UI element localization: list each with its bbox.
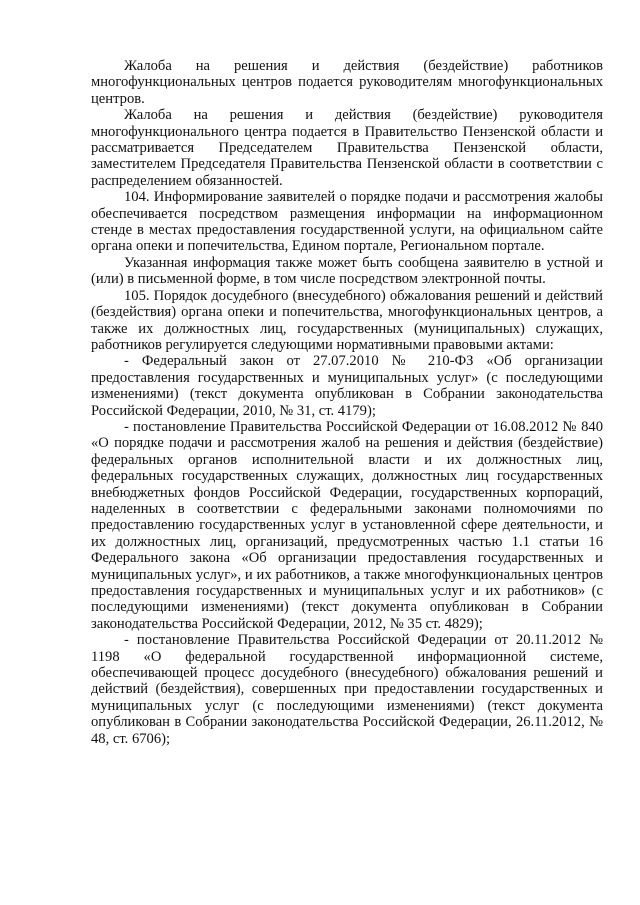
document-page bbox=[91, 58, 603, 747]
list-item-resolution-1198: - постановление Правительства Российской Федерации от 20.11.2012 № 1198 «О федеральной государственной информационной системе, обеспечивающей процесс досудебного (внесудебного) обжалования решений и действий (бездействия), совершенных при предоставлении государственных и муниципальных услуг (с последующими изменениями) (текст документа опубликован в Собрании законодательства Российской Федерации, 26.11.2012, № 48, ст. 6706); bbox=[91, 632, 603, 747]
paragraph-104-informing: 104. Информирование заявителей о порядке подачи и рассмотрения жалобы обеспечивается посредством размещения информации на информационном стенде в местах предоставления государственной услуги, на официальном сайте органа опеки и попечительства, Едином портале, Региональном портале. bbox=[91, 189, 603, 255]
paragraph-mfc-head-complaint: Жалоба на решения и действия (бездействие) руководителя многофункционального центра подается в Правительство Пензенской области и рассматривается Председателем Правительства Пензенской области, заместителем Председателя Правительства Пензенской области в соответствии с распределением обязанностей. bbox=[91, 107, 603, 189]
paragraph-105-appeal-procedure: 105. Порядок досудебного (внесудебного) обжалования решений и действий (бездействия) органа опеки и попечительства, многофункциональных центров, а также их должностных лиц, государственных (муниципальных) служащих, работников регулируется следующими нормативными правовыми актами: bbox=[91, 287, 603, 353]
paragraph-oral-written-info: Указанная информация также может быть сообщена заявителю в устной и (или) в письменной форме, в том числе посредством электронной почты. bbox=[91, 254, 603, 288]
paragraph-mfc-workers-complaint: Жалоба на решения и действия (бездействие) работников многофункциональных центров подается руководителям многофункциональных центров. bbox=[91, 58, 603, 107]
list-item-resolution-840: - постановление Правительства Российской Федерации от 16.08.2012 № 840 «О порядке подачи и рассмотрения жалоб на решения и действия (бездействие) федеральных органов исполнительной власти и их должностных лиц, федеральных государственных служащих, должностных лиц государственных внебюджетных фондов Российской Федерации, государственных корпораций, наделенных в соответствии с федеральными законами полномочиями по предоставлению государственных услуг в установленной сфере деятельности, и их должностных лиц, организаций, предусмотренных частью 1.1 статьи 16 Федерального закона «Об организации предоставления государственных и муниципальных услуг», и их работников, а также многофункциональных центров предоставления государственных и муниципальных услуг и их работников» (с последующими изменениями) (текст документа опубликован в Собрании законодательства Российской Федерации, 2012, № 35 ст. 4829); bbox=[91, 418, 603, 632]
list-item-federal-law-210: - Федеральный закон от 27.07.2010 № 210-ФЗ «Об организации предоставления государственных и муниципальных услуг» (с последующими изменениями) (текст документа опубликован в Собрании законодательства Российской Федерации, 2010, № 31, ст. 4179); bbox=[91, 353, 603, 419]
